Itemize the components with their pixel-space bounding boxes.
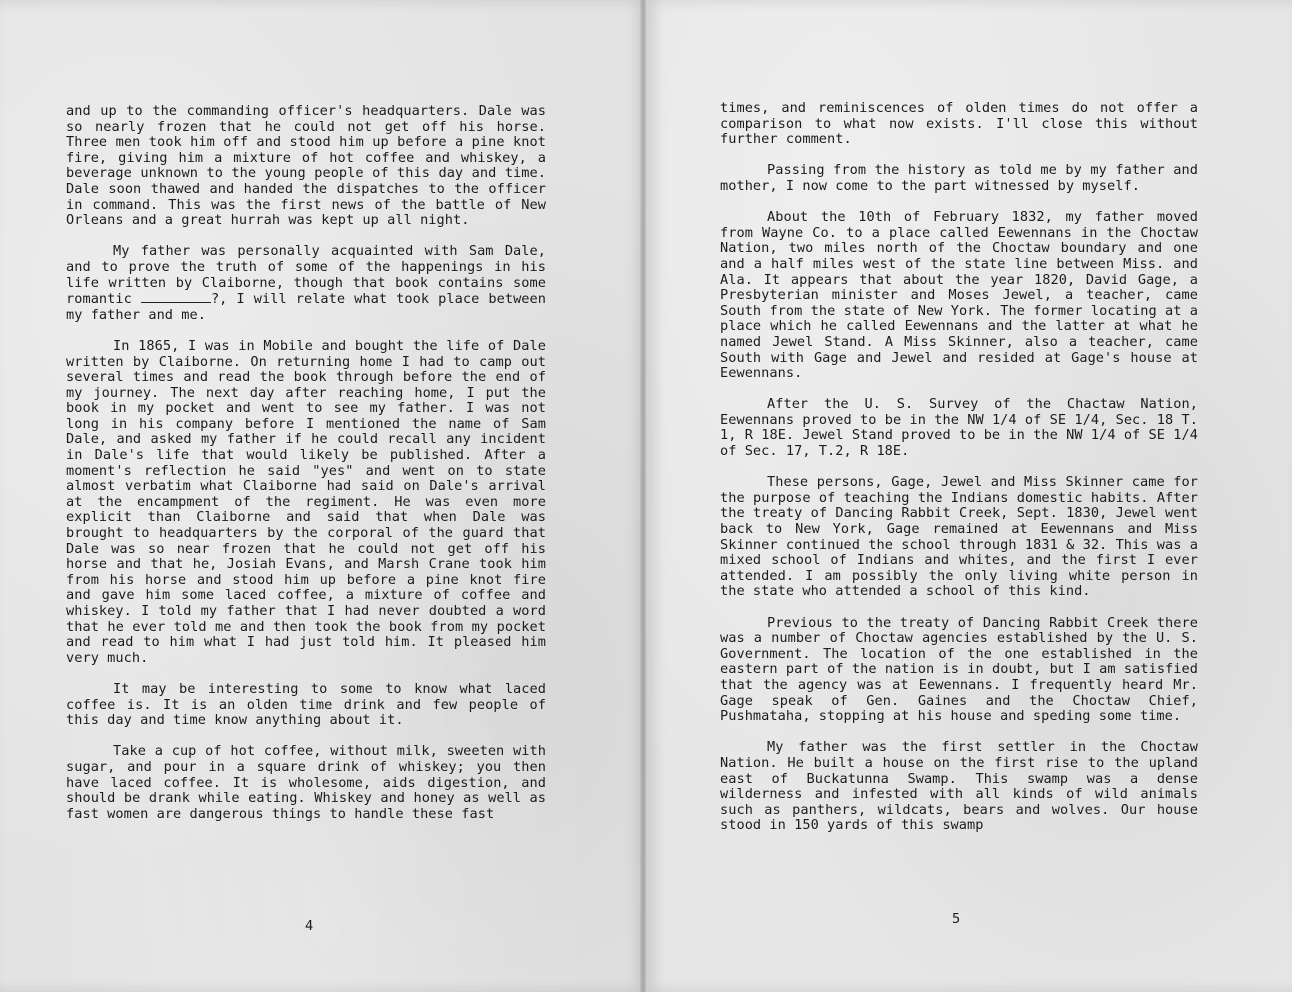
- paragraph: times, and reminiscences of olden times do not offer a comparison to what now exists. I'll close this without further comment.: [720, 100, 1198, 148]
- page-number: 4: [305, 918, 314, 934]
- right-page-text: [720, 101, 1198, 834]
- paragraph: [66, 244, 546, 323]
- paragraph: These persons, Gage, Jewel and Miss Skinner came for the purpose of teaching the Indians domestic habits. After the treaty of Dancing Rabbit Creek, Sept. 1830, Jewel went back to New York, Gage remained at Eewennans and Miss Skinner continued the school through 1831 & 32. This was a mixed school of Indians and whites, and the first I ever attended. I am possibly the only living white person in the state who attended a school of this kind.: [720, 474, 1198, 600]
- paragraph: and up to the commanding officer's headquarters. Dale was so nearly frozen that he could not get off his horse. Three men took him off and stood him up before a pine knot fire, giving him a mixture of hot coffee and whiskey, a beverage unknown to the young people of this day and time. Dale soon thawed and handed the dispatches to the officer in command. This was the first news of the battle of New Orleans and a great hurrah was kept up all night.: [66, 103, 546, 229]
- paragraph: About the 10th of February 1832, my father moved from Wayne Co. to a place called Eewennans in the Choctaw Nation, two miles north of the Choctaw boundary and one and a half miles west of the state line between Miss. and Ala. It appears that about the year 1820, David Gage, a Presbyterian minister and Moses Jewel, a teacher, came South from the state of New York. The former locating at a place which he called Eewennans and the latter at what he named Jewel Stand. A Miss Skinner, also a teacher, came South with Gage and Jewel and resided at Gage's house at Eewennans.: [720, 209, 1198, 382]
- paragraph: Take a cup of hot coffee, without milk, sweeten with sugar, and pour in a square drink of whiskey; you then have laced coffee. It is wholesome, aids digestion, and should be drank while eating. Whiskey and honey as well as fast women are dangerous things to handle these fast: [66, 743, 546, 822]
- blank-underline: [141, 291, 211, 303]
- book-gutter: [640, 0, 646, 992]
- paragraph-text: My father was personally acquainted with Sam Dale, and to prove the truth of some of the happenings in his life written by Claiborne, though that book contains some romantic: [66, 243, 546, 308]
- paragraph: In 1865, I was in Mobile and bought the life of Dale written by Claiborne. On returning home I had to camp out several times and read the book through before the end of my journey. The next day after reaching home, I put the book in my pocket and went to see my father. I was not long in his company before I mentioned the name of Sam Dale, and asked my father if he could recall any incident in Dale's life that would likely be published. After a moment's reflection he said "yes" and went on to state almost verbatim what Claiborne had said on Dale's arrival at the encampment of the regiment. He was even more explicit than Claiborne and said that when Dale was brought to headquarters by the corporal of the guard that Dale was so near frozen that he could not get off his horse and that he, Josiah Evans, and Marsh Crane took him from his horse and stood him up before a pine knot fire and gave him some laced coffee, a mixture of coffee and whiskey. I told my father that I had never doubted a word that he ever told me and then took the book from my pocket and read to him what I had just told him. It pleased him very much.: [66, 337, 546, 666]
- paragraph: It may be interesting to some to know what laced coffee is. It is an olden time drink and few people of this day and time know anything about it.: [66, 680, 546, 729]
- page-number: 5: [952, 911, 961, 927]
- paragraph: After the U. S. Survey of the Chactaw Nation, Eewennans proved to be in the NW 1/4 of SE 1/4, Sec. 18 T. 1, R 18E. Jewel Stand proved to be in the NW 1/4 of SE 1/4 of Sec. 17, T.2, R 18E.: [720, 396, 1198, 460]
- paragraph: Passing from the history as told me by my father and mother, I now come to the part witnessed by myself.: [720, 162, 1198, 194]
- paragraph-text: ?, I will relate what took place between my father and me.: [66, 291, 547, 323]
- left-page-text: [66, 104, 546, 822]
- paragraph: My father was the first settler in the Choctaw Nation. He built a house on the first rise to the upland east of Buckatunna Swamp. This swamp was a dense wilderness and infested with all kinds of wild animals such as panthers, wildcats, bears and wolves. Our house stood in 150 yards of this swamp: [720, 739, 1198, 834]
- paragraph: Previous to the treaty of Dancing Rabbit Creek there was a number of Choctaw agencies established by the U. S. Government. The location of the one established in the eastern part of the nation is in doubt, but I am satisfied that the agency was at Eewennans. I frequently heard Mr. Gage speak of Gen. Gaines and the Choctaw Chief, Pushmataha, stopping at his house and speding some time.: [720, 614, 1198, 725]
